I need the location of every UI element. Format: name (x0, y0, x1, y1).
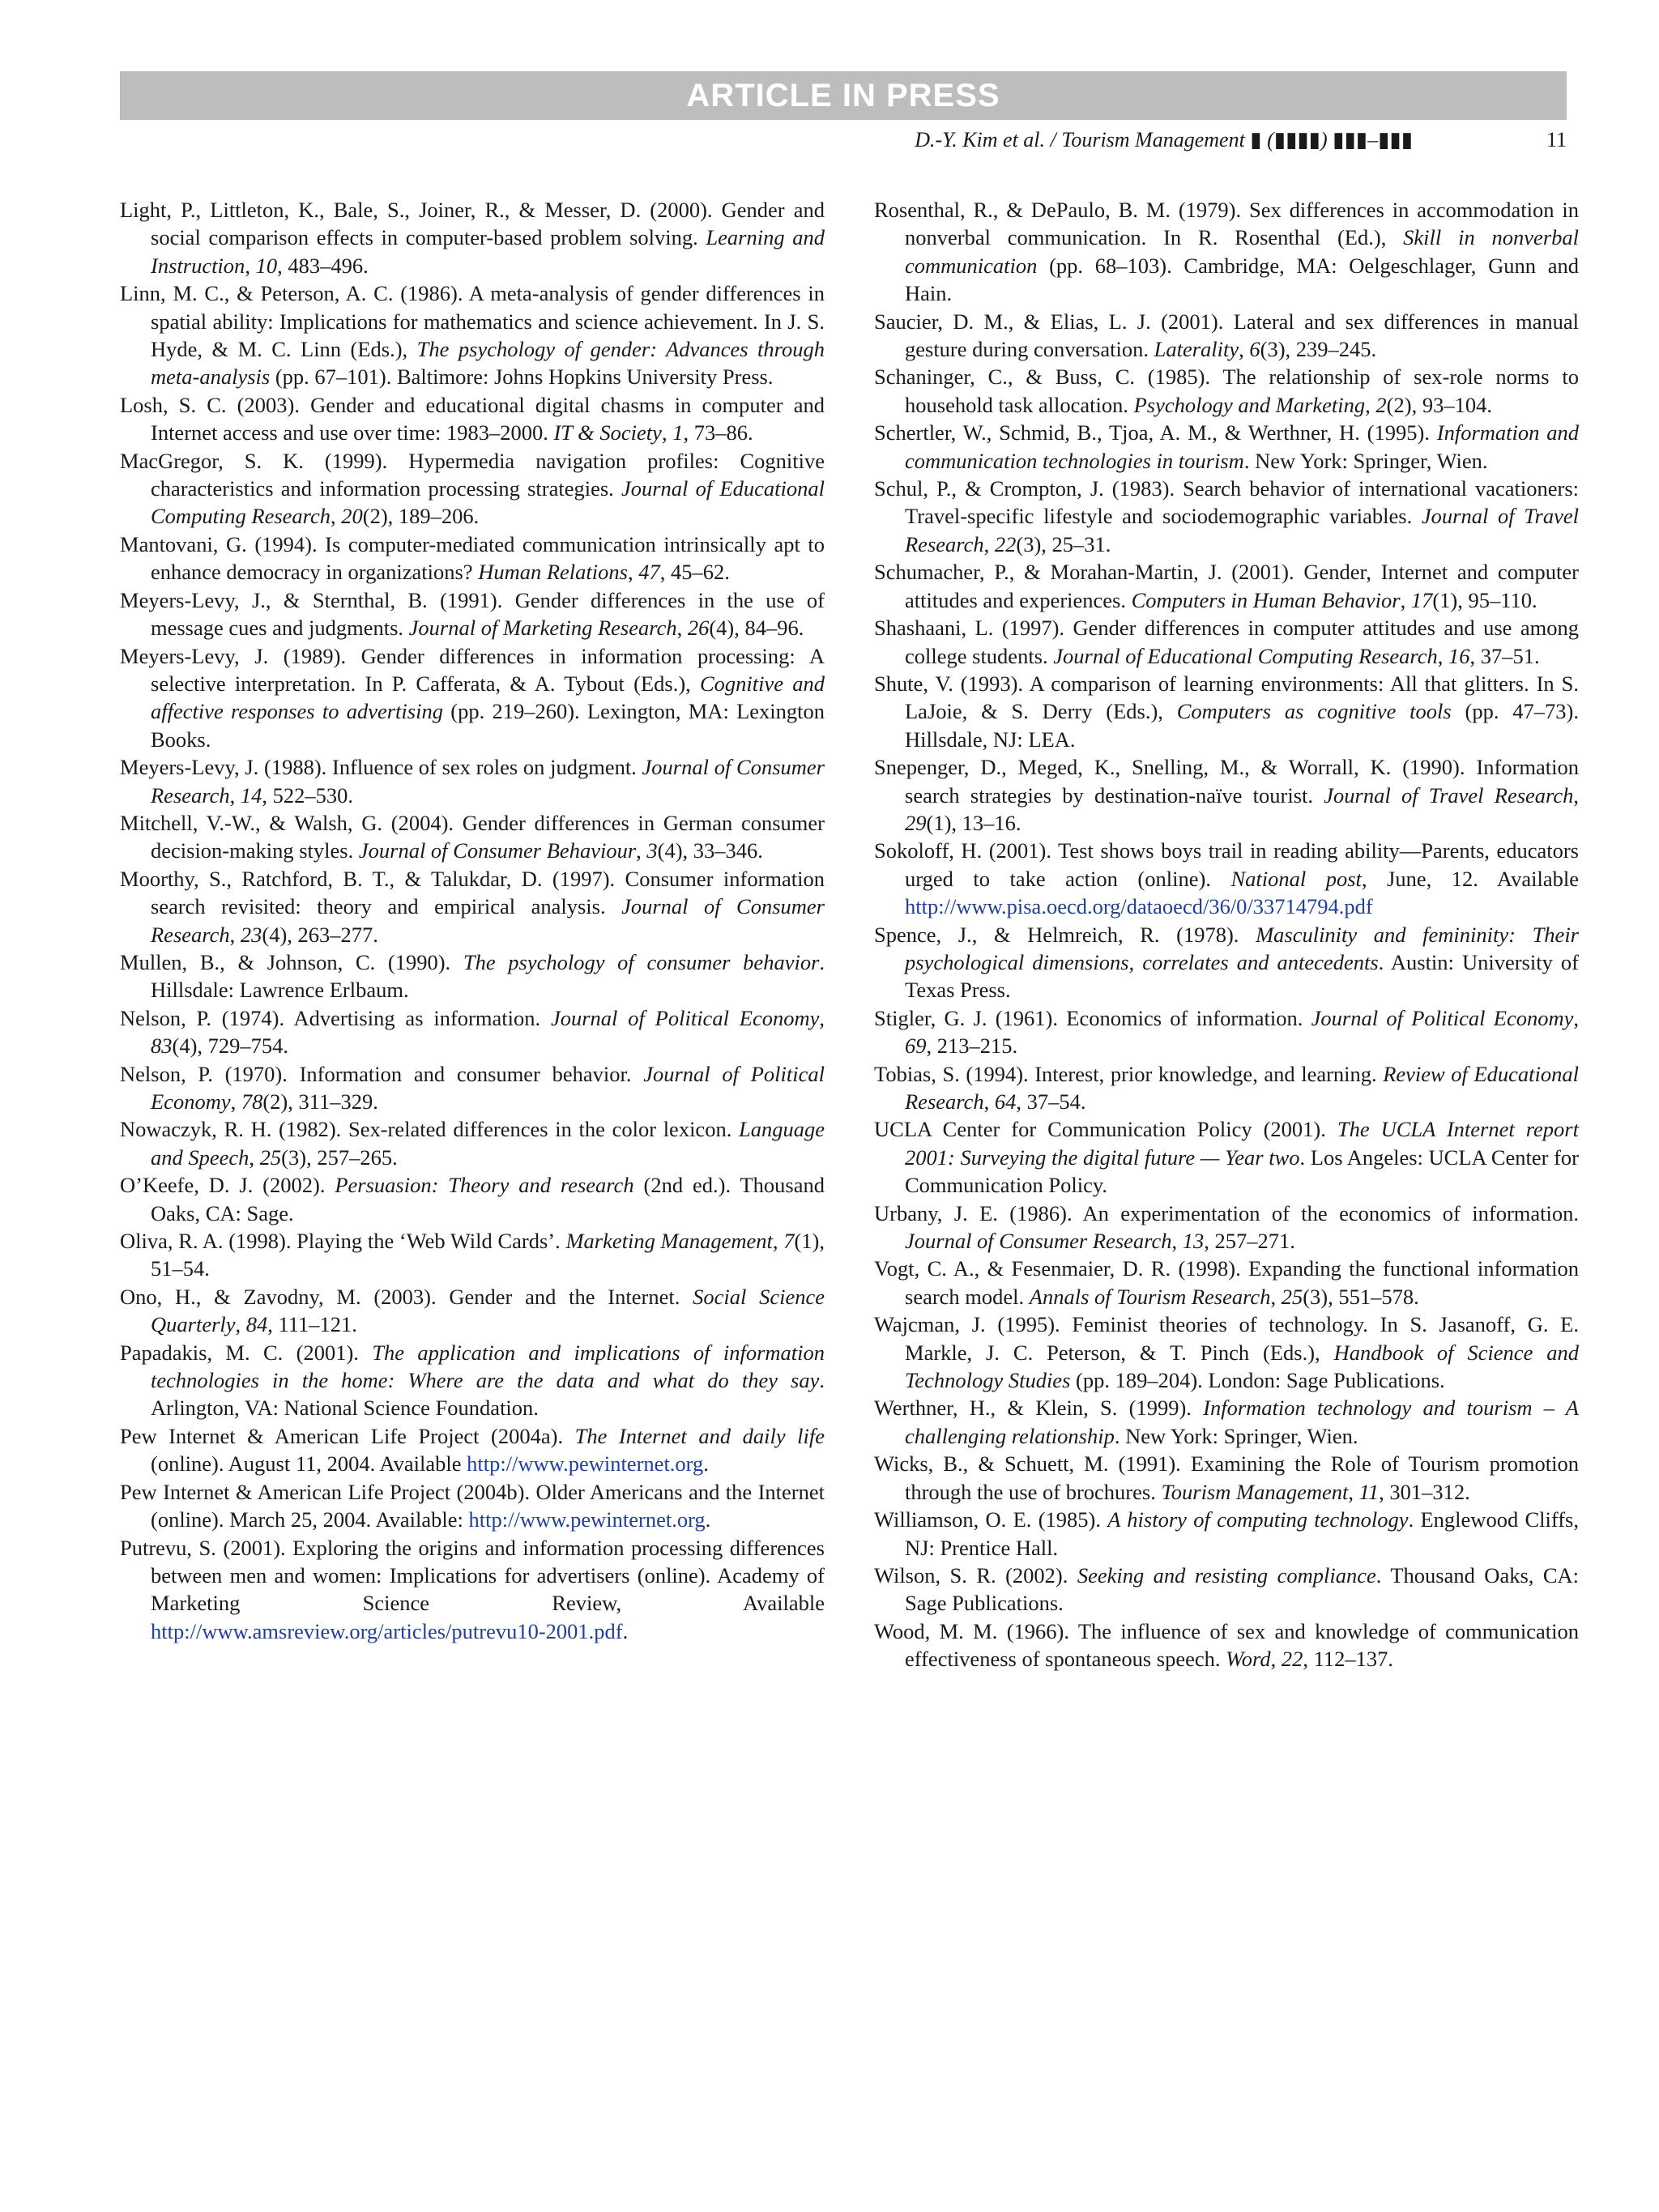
reference-text: , 37–54. (1016, 1089, 1086, 1114)
page-number: 11 (1546, 128, 1567, 151)
reference-text: Nelson, P. (1970). Information and consumer behavior. (120, 1061, 644, 1086)
reference-italic: Learning and Instruction (151, 225, 825, 278)
reference-text: . (703, 1451, 709, 1477)
reference-text: Ono, H., & Zavodny, M. (2003). Gender and the Internet. (120, 1284, 693, 1309)
reference-text: (1), 13–16. (926, 810, 1021, 835)
journal-citation: D.-Y. Kim et al. / Tourism Management ▮ (▮▮▮▮) ▮▮▮–▮▮▮ (915, 128, 1413, 151)
reference-text: Schertler, W., Schmid, B., Tjoa, A. M., & Werthner, H. (1995). (874, 420, 1437, 445)
reference-text: (4), 729–754. (172, 1034, 289, 1059)
reference-italic: Cognitive and affective responses to advertising (151, 671, 825, 724)
reference-text: , (661, 420, 673, 445)
reference-italic: Computers as cognitive tools (1176, 699, 1452, 724)
reference-italic: 2 (1375, 392, 1387, 417)
reference-entry (874, 1311, 1579, 1394)
reference-text: . New York: Springer, Wien. (1114, 1423, 1358, 1448)
reference-italic: 13 (1182, 1229, 1205, 1254)
reference-italic: IT & Society (553, 420, 662, 445)
reference-text: . (622, 1618, 629, 1643)
reference-text: (4), 33–346. (657, 838, 763, 863)
reference-text: , (983, 531, 995, 556)
reference-italic: Social Science Quarterly (151, 1284, 825, 1337)
reference-italic: The UCLA Internet report 2001: Surveying the digital future — Year two (905, 1117, 1579, 1170)
reference-text: (4), 84–96. (709, 616, 804, 641)
reference-entry (120, 531, 825, 586)
reference-italic: 22 (994, 531, 1017, 556)
reference-italic: A history of computing technology (1107, 1507, 1409, 1532)
reference-text: Oliva, R. A. (1998). Playing the ‘Web Wild Cards’. (120, 1229, 566, 1254)
reference-italic: The psychology of gender: Advances through meta-analysis (151, 337, 825, 390)
reference-text: . (705, 1507, 711, 1532)
reference-entry (120, 753, 825, 809)
reference-italic: 23 (240, 922, 262, 947)
reference-italic: 47 (638, 560, 660, 585)
reference-text: Werthner, H., & Klein, S. (1999). (874, 1396, 1204, 1421)
reference-entry (874, 558, 1579, 614)
reference-text: Linn, M. C., & Peterson, A. C. (1986). A meta-analysis of gender differences in spatial ability: Implications for mathematics and science achievement. In J. S. Hyde, & M. C. Linn (Eds.), (120, 281, 825, 362)
reference-text: , (1573, 1005, 1579, 1030)
reference-italic: Journal of Consumer Research (151, 755, 825, 808)
reference-text: Nowaczyk, R. H. (1982). Sex-related differences in the color lexicon. (120, 1117, 739, 1142)
reference-text: Saucier, D. M., & Elias, L. J. (2001). Lateral and sex differences in manual gesture during conversation. (874, 309, 1579, 362)
reference-text: Shashaani, L. (1997). Gender differences in computer attitudes and use among college students. (874, 616, 1579, 668)
reference-entry (120, 586, 825, 642)
reference-entry (874, 1506, 1579, 1562)
reference-text: . Englewood Cliffs, NJ: Prentice Hall. (905, 1507, 1579, 1560)
reference-text: . Hillsdale: Lawrence Erlbaum. (151, 949, 825, 1003)
reference-entry (120, 1115, 825, 1171)
reference-text: , (1400, 587, 1411, 612)
reference-italic: Skill in nonverbal communication (905, 225, 1579, 278)
reference-text: , (1239, 337, 1250, 362)
reference-entry (120, 196, 825, 279)
reference-italic: Review of Educational Research (905, 1061, 1579, 1114)
reference-text: Rosenthal, R., & DePaulo, B. M. (1979). Sex differences in accommodation in nonverbal communication. In R. Rosenthal (Ed.), (874, 198, 1579, 250)
reference-text: (1), 51–54. (151, 1229, 825, 1281)
reference-italic: Tourism Management (1161, 1479, 1349, 1504)
reference-text: (pp. 67–101). Baltimore: Johns Hopkins University Press. (270, 364, 774, 390)
reference-text: Vogt, C. A., & Fesenmaier, D. R. (1998). Expanding the functional information search model. (874, 1256, 1579, 1309)
reference-text: (3), 551–578. (1303, 1284, 1419, 1309)
reference-text: Shute, V. (1993). A comparison of learning environments: All that glitters. In S. LaJoie, & S. Derry (Eds.), (874, 671, 1579, 724)
reference-italic: Handbook of Science and Technology Studies (905, 1340, 1579, 1393)
reference-text: . Thousand Oaks, CA: Sage Publications. (905, 1562, 1580, 1616)
reference-text: , (772, 1229, 784, 1254)
reference-text: Williamson, O. E. (1985). (874, 1507, 1108, 1532)
reference-text: (2), 311–329. (262, 1089, 378, 1114)
reference-italic: Journal of Political Economy (151, 1061, 825, 1114)
references-left-column (120, 196, 825, 1645)
reference-link[interactable]: http://www.pewinternet.org (468, 1507, 706, 1532)
reference-italic: Laterality (1154, 337, 1239, 362)
reference-italic: 17 (1410, 587, 1433, 612)
reference-text: , 45–62. (659, 560, 730, 585)
reference-entry (874, 837, 1579, 920)
reference-text: Papadakis, M. C. (2001). (120, 1340, 373, 1365)
reference-entry (120, 1227, 825, 1283)
reference-text: , (230, 1089, 241, 1114)
reference-text: , (249, 1144, 260, 1170)
reference-text: Mitchell, V.-W., & Walsh, G. (2004). Gender differences in German consumer decision-making styles. (120, 810, 825, 863)
reference-text: (pp. 47–73). Hillsdale, NJ: LEA. (905, 699, 1580, 752)
reference-text: , 73–86. (683, 420, 753, 445)
reference-text: (pp. 68–103). Cambridge, MA: Oelgeschlager, Gunn and Hain. (905, 253, 1579, 306)
reference-entry (120, 1339, 825, 1422)
reference-entry (874, 475, 1579, 558)
reference-text: Meyers-Levy, J., & Sternthal, B. (1991). Gender differences in the use of message cues and judgments. (120, 587, 825, 641)
reference-entry (874, 670, 1579, 753)
reference-entry (120, 865, 825, 948)
reference-entry (120, 1534, 825, 1646)
reference-text: Wicks, B., & Schuett, M. (1991). Examining the Role of Tourism promotion through the use of brochures. (874, 1451, 1579, 1504)
reference-italic: 26 (687, 616, 710, 641)
reference-text: , (819, 1005, 825, 1030)
reference-entry (120, 1004, 825, 1060)
reference-text: , (229, 922, 241, 947)
reference-italic: Annals of Tourism Research (1029, 1284, 1271, 1309)
reference-entry (874, 1394, 1579, 1450)
reference-italic: Journal of Educational Computing Research (1053, 643, 1438, 668)
reference-italic: 1 (672, 420, 684, 445)
reference-italic: Human Relations (478, 560, 628, 585)
reference-italic: 10 (255, 253, 278, 278)
reference-text: , (1171, 1229, 1183, 1254)
reference-italic: Persuasion: Theory and research (335, 1173, 634, 1198)
reference-text: Putrevu, S. (2001). Exploring the origins and information processing differences between men and women: Implications for advertisers (online). Academy of Marketing Science Review, Available (120, 1535, 825, 1616)
reference-text: , (627, 560, 639, 585)
reference-italic: 22 (1281, 1647, 1303, 1672)
reference-italic: Information technology and tourism – A challenging relationship (905, 1396, 1579, 1448)
reference-text: (1), 95–110. (1432, 587, 1537, 612)
reference-entry (120, 1478, 825, 1534)
reference-italic: 69 (905, 1034, 927, 1059)
article-in-press-banner (120, 71, 1567, 120)
reference-italic: The Internet and daily life (574, 1423, 825, 1448)
reference-entry (874, 1255, 1579, 1311)
reference-italic: 16 (1448, 643, 1470, 668)
reference-italic: Journal of Marketing Research (408, 616, 677, 641)
reference-text: . Austin: University of Texas Press. (905, 949, 1579, 1003)
reference-entry (874, 753, 1579, 837)
reference-link[interactable]: http://www.pisa.oecd.org/dataoecd/36/0/33714794.pdf (905, 894, 1373, 919)
reference-text: (2), 189–206. (362, 504, 480, 529)
reference-entry (120, 279, 825, 391)
reference-italic: Journal of Political Economy (1311, 1005, 1574, 1030)
reference-italic: Language and Speech (151, 1117, 825, 1170)
reference-link[interactable]: http://www.amsreview.org/articles/putrevu10-2001.pdf (151, 1618, 623, 1643)
reference-text: , (229, 782, 241, 808)
reference-text: . Arlington, VA: National Science Foundation. (151, 1368, 825, 1421)
reference-text: , (676, 616, 688, 641)
reference-text: , (1348, 1479, 1359, 1504)
reference-italic: 78 (241, 1089, 263, 1114)
reference-text: Pew Internet & American Life Project (2004b). Older Americans and the Internet (online). March 25, 2004. Available: (120, 1479, 825, 1532)
reference-italic: 14 (240, 782, 262, 808)
reference-text: Urbany, J. E. (1986). An experimentation of the economics of information. (874, 1200, 1579, 1225)
reference-entry (120, 1283, 825, 1339)
reference-text: Sokoloff, H. (2001). Test shows boys trail in reading ability—Parents, educators urged to take action (online). (874, 838, 1579, 891)
reference-text: (3), 257–265. (281, 1144, 398, 1170)
reference-text: Mullen, B., & Johnson, C. (1990). (120, 949, 463, 974)
reference-text: , June, 12. Available (1361, 866, 1579, 891)
reference-text: Wood, M. M. (1966). The influence of sex and knowledge of communication effectiveness of spontaneous speech. (874, 1618, 1579, 1672)
reference-entry (874, 1562, 1579, 1617)
reference-text: Schul, P., & Crompton, J. (1983). Search behavior of international vacationers: Travel-specific lifestyle and sociodemographic variables. (874, 476, 1579, 529)
reference-italic: 25 (1281, 1284, 1303, 1309)
reference-italic: Journal of Consumer Behaviour (358, 838, 637, 863)
reference-text: (2), 93–104. (1386, 392, 1492, 417)
reference-entry (120, 1422, 825, 1478)
reference-entry (874, 308, 1579, 364)
reference-text: , 37–51. (1469, 643, 1540, 668)
reference-text: Schumacher, P., & Morahan-Martin, J. (2001). Gender, Internet and computer attitudes and experiences. (874, 560, 1579, 612)
reference-italic: 3 (646, 838, 658, 863)
reference-entry (874, 921, 1579, 1004)
reference-text: Pew Internet & American Life Project (2004a). (120, 1423, 575, 1448)
reference-text: Wilson, S. R. (2002). (874, 1562, 1077, 1588)
reference-entry (874, 1004, 1579, 1060)
reference-italic: Psychology and Marketing (1133, 392, 1366, 417)
reference-entry (120, 447, 825, 531)
reference-italic: Masculinity and femininity: Their psychological dimensions, correlates and antecedents (905, 922, 1579, 974)
reference-text: Losh, S. C. (2003). Gender and educational digital chasms in computer and Internet access and use over time: 1983–2000. (120, 392, 825, 445)
reference-text: O’Keefe, D. J. (2002). (120, 1173, 335, 1198)
reference-italic: Journal of Consumer Research (151, 894, 825, 947)
reference-text: (online). August 11, 2004. Available (151, 1451, 467, 1477)
reference-text: Mantovani, G. (1994). Is computer-mediated communication intrinsically apt to enhance democracy in organizations? (120, 531, 825, 585)
reference-italic: Information and communication technologies in tourism (905, 420, 1579, 473)
reference-text: Meyers-Levy, J. (1989). Gender differences in information processing: A selective interpretation. In P. Cafferata, & A. Tybout (Eds.), (120, 643, 825, 696)
reference-text: Schaninger, C., & Buss, C. (1985). The relationship of sex-role norms to household task allocation. (874, 364, 1579, 417)
reference-text: Snepenger, D., Meged, K., Snelling, M., & Worrall, K. (1990). Information search strategies by destination-naïve tourist. (874, 755, 1579, 808)
banner-text: ARTICLE IN PRESS (686, 77, 1000, 113)
reference-italic: Journal of Political Economy (550, 1005, 820, 1030)
reference-link[interactable]: http://www.pewinternet.org (467, 1451, 704, 1477)
reference-text: , (235, 1312, 246, 1337)
reference-text: (pp. 219–260). Lexington, MA: Lexington Books. (151, 699, 825, 752)
reference-text: , (1573, 782, 1579, 808)
reference-text: . New York: Springer, Wien. (1243, 448, 1488, 473)
reference-text: , (245, 253, 256, 278)
reference-text: Meyers-Levy, J. (1988). Influence of sex roles on judgment. (120, 755, 642, 780)
reference-italic: Journal of Travel Research (1324, 782, 1574, 808)
reference-italic: Journal of Consumer Research (905, 1229, 1172, 1254)
reference-italic: Marketing Management (565, 1229, 773, 1254)
reference-text: Nelson, P. (1974). Advertising as information. (120, 1005, 551, 1030)
reference-italic: 7 (783, 1229, 795, 1254)
running-head (120, 128, 1567, 160)
reference-italic: 6 (1249, 337, 1260, 362)
reference-text: , 522–530. (262, 782, 353, 808)
reference-entry (120, 948, 825, 1004)
reference-text: , 483–496. (277, 253, 369, 278)
reference-text: , 112–137. (1303, 1647, 1394, 1672)
reference-italic: 20 (341, 504, 363, 529)
reference-text: (2nd ed.). Thousand Oaks, CA: Sage. (151, 1173, 825, 1225)
reference-italic: 83 (151, 1034, 173, 1059)
reference-text: Wajcman, J. (1995). Feminist theories of technology. In S. Jasanoff, G. E. Markle, J. C. Peterson, & T. Pinch (Eds.), (874, 1312, 1579, 1365)
reference-text: (3), 25–31. (1016, 531, 1111, 556)
reference-text: , 301–312. (1379, 1479, 1470, 1504)
reference-text: , (331, 504, 342, 529)
reference-text: , (983, 1089, 995, 1114)
reference-text: , (1270, 1647, 1282, 1672)
reference-text: Spence, J., & Helmreich, R. (1978). (874, 922, 1256, 947)
reference-italic: Computers in Human Behavior (1131, 587, 1401, 612)
reference-italic: Journal of Travel Research (905, 504, 1579, 556)
reference-entry (120, 1171, 825, 1227)
reference-text: , (1270, 1284, 1282, 1309)
reference-text: . Los Angeles: UCLA Center for Communication Policy. (905, 1144, 1579, 1198)
reference-text: , 213–215. (926, 1034, 1018, 1059)
reference-text: (3), 239–245. (1260, 337, 1377, 362)
reference-text: (4), 263–277. (262, 922, 378, 947)
reference-italic: The psychology of consumer behavior (463, 949, 820, 974)
reference-italic: National post (1230, 866, 1362, 891)
reference-entry (120, 1060, 825, 1116)
reference-italic: Journal of Educational Computing Research (151, 476, 825, 529)
reference-text: , (1437, 643, 1448, 668)
reference-entry (874, 363, 1579, 419)
reference-text: , (1365, 392, 1376, 417)
reference-italic: Seeking and resisting compliance (1077, 1562, 1376, 1588)
reference-text: , 257–271. (1204, 1229, 1295, 1254)
reference-entry (120, 642, 825, 754)
reference-entry (874, 614, 1579, 670)
reference-entry (874, 419, 1579, 475)
reference-entry (120, 809, 825, 865)
reference-entry (874, 1617, 1579, 1673)
reference-entry (874, 1060, 1579, 1116)
reference-entry (874, 196, 1579, 308)
reference-italic: The application and implications of information technologies in the home: Where are the data and what do they say (151, 1340, 825, 1393)
reference-entry (874, 1450, 1579, 1506)
reference-text: Moorthy, S., Ratchford, B. T., & Talukdar, D. (1997). Consumer information search revisited: theory and empirical analysis. (120, 866, 825, 919)
reference-entry (120, 391, 825, 447)
reference-text: UCLA Center for Communication Policy (2001). (874, 1117, 1337, 1142)
reference-italic: 29 (905, 810, 927, 835)
reference-text: Stigler, G. J. (1961). Economics of information. (874, 1005, 1311, 1030)
reference-text: , 111–121. (267, 1312, 357, 1337)
reference-text: , (636, 838, 647, 863)
reference-text: MacGregor, S. K. (1999). Hypermedia navigation profiles: Cognitive characteristics and information processing strategies. (120, 448, 825, 501)
reference-text: Light, P., Littleton, K., Bale, S., Joiner, R., & Messer, D. (2000). Gender and social comparison effects in computer-based problem solving. (120, 198, 825, 250)
reference-italic: 11 (1358, 1479, 1380, 1504)
reference-italic: 84 (245, 1312, 268, 1337)
reference-italic: 64 (994, 1089, 1017, 1114)
reference-entry (874, 1115, 1579, 1199)
reference-text: Tobias, S. (1994). Interest, prior knowledge, and learning. (874, 1061, 1384, 1086)
references-right-column (874, 196, 1579, 1673)
reference-entry (874, 1200, 1579, 1255)
reference-italic: 25 (259, 1144, 282, 1170)
reference-text: (pp. 189–204). London: Sage Publications. (1070, 1368, 1445, 1393)
reference-italic: Word (1226, 1647, 1271, 1672)
